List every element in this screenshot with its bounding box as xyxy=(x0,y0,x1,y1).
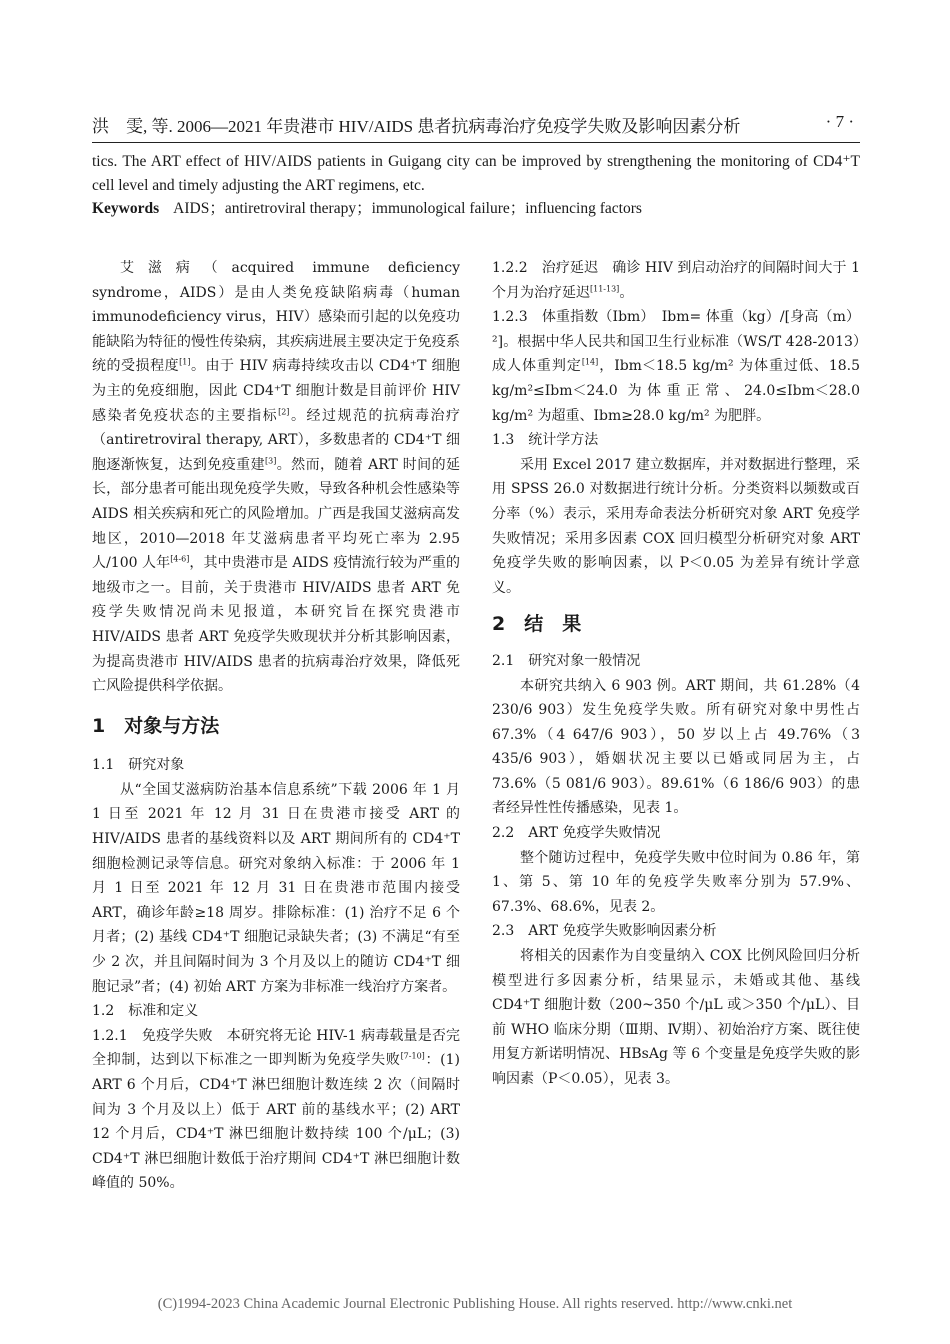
intro-paragraph xyxy=(92,256,460,699)
text-1-2-1-a: 1.2.1 免疫学失败 本研究将无论 HIV-1 病毒载量是否完全抑制，达到以下标准之一即判断为免疫学失败 xyxy=(92,1027,460,1069)
keywords-text: AIDS；antiretroviral therapy；immunological failure；influencing factors xyxy=(173,200,642,217)
text-1-2-2-b: 。 xyxy=(619,284,634,301)
citation: [3] xyxy=(265,456,277,466)
paragraph-statistics: 采用 Excel 2017 建立数据库，并对数据进行整理，采用 SPSS 26.0 对数据进行统计分析。分类资料以频数或百分率（%）表示，采用寿命表法分析研究对象 ART 免疫学失败情况；采用多因素 COX 回归模型分析研究对象 ART 免疫学失败的影响因素，以 P＜0.05 为差异有统计学意义。 xyxy=(492,456,860,596)
paragraph-general: 本研究共纳入 6 903 例。ART 期间，共 61.28%（4 230/6 903）发生免疫学失败。所有研究对象中男性占 67.3%（4 647/6 903），50 岁以上占 49.76%（3 435/6 903），婚姻状况主要以已婚或同居为主，占 73.6%（5 081/6 903）。89.61%（6 186/6 903）的患者经异性性传播感染，见表 1。 xyxy=(492,677,860,817)
section-heading-results: 2 结 果 xyxy=(492,613,582,636)
abstract-tail: tics. The ART effect of HIV/AIDS patients in Guigang city can be improved by strengthening the monitoring of CD4⁺T cell level and timely adjusting the ART regimens, etc. xyxy=(92,153,860,194)
paragraph-factors: 将相关的因素作为自变量纳入 COX 比例风险回归分析模型进行多因素分析，结果显示，未婚或其他、基线 CD4⁺T 细胞计数（200~350 个/μL 或＞350 个/μL）、目前 WHO 临床分期（Ⅲ期、Ⅳ期）、初始治疗方案、既往使用复方新诺明情况、HBsAg 等 6 个变量是免疫学失败的影响因素（P＜0.05），见表 3。 xyxy=(492,948,860,1087)
paragraph-1-2-1 xyxy=(92,1024,460,1196)
citation: [14] xyxy=(581,357,599,367)
text-1-2-3-b: ，Ibm＜18.5 kg/m² 为体重过低、18.5 kg/m²≤Ibm＜24.0 为体重正常、24.0≤Ibm＜28.0 kg/m² 为超重、Ibm≥28.0 kg/m² 为肥胖。 xyxy=(492,358,861,424)
text-1-2-2-a: 1.2.2 治疗延迟 确诊 HIV 到启动治疗的间隔时间大于 1 个月为治疗延迟 xyxy=(492,260,860,301)
text-1-2-1-b: ：(1) ART 6 个月后，CD4⁺T 淋巴细胞计数连续 2 次（间隔时间为 3 个月及以上）低于 ART 前的基线水平；(2) ART 12 个月后，CD4⁺T 淋巴细胞计数持续 100 个/μL；(3) CD4⁺T 淋巴细胞计数低于治疗期间 CD4⁺T 淋巴细胞计数峰值的 50%。 xyxy=(92,1052,460,1192)
header-rule xyxy=(92,142,860,143)
section-heading-methods: 1 对象与方法 xyxy=(92,714,220,737)
copyright-footer: (C)1994-2023 China Academic Journal Electronic Publishing House. All rights reserved. http://www.cnki.net xyxy=(157,1296,793,1312)
running-head-title: 洪 雯, 等. 2006—2021 年贵港市 HIV/AIDS 患者抗病毒治疗免疫学失败及影响因素分析 xyxy=(92,117,741,136)
keywords-line xyxy=(92,197,860,221)
paragraph-failure: 整个随访过程中，免疫学失败中位时间为 0.86 年，第 1、第 5、第 10 年的免疫学失败率分别为 57.9%、67.3%、68.6%，见表 2。 xyxy=(492,849,860,915)
subsection-title-2-3: 2.3 ART 免疫学失败影响因素分析 xyxy=(492,923,717,940)
citation: [7-10] xyxy=(400,1051,425,1061)
text-1-2-3-a: 1.2.3 体重指数（Ibm） Ibm= 体重（kg）/[身高（m）²]。根据中华人民共和国卫生行业标准（WS/T 428-2013）成人体重判定 xyxy=(492,309,860,375)
subsection-title-1-2: 1.2 标准和定义 xyxy=(92,1003,199,1020)
keywords-label: Keywords xyxy=(92,200,160,217)
intro-text-3: 。经过规范的抗病毒治疗（antiretroviral therapy, ART），多数患者的 CD4⁺T 细胞逐渐恢复，达到免疫重建 xyxy=(92,407,461,473)
paragraph-1-2-2 xyxy=(492,256,860,305)
citation: [4-6] xyxy=(170,554,190,564)
citation: [1] xyxy=(179,357,191,367)
paragraph-1-2-3 xyxy=(492,305,860,428)
page-number: · 7 · xyxy=(825,112,854,131)
paragraph-research-subjects: 从“全国艾滋病防治基本信息系统”下载 2006 年 1 月 1 日至 2021 年 12 月 31 日在贵港市接受 ART 的 HIV/AIDS 患者的基线资料以及 ART 期间所有的 CD4⁺T 细胞检测记录等信息。研究对象纳入标准：于 2006 年 1 月 1 日至 2021 年 12 月 31 日在贵港市范围内接受 ART，确诊年龄≥18 周岁。排除标准：(1) 治疗不足 6 个月者；(2) 基线 CD4⁺T 细胞记录缺失者；(3) 不满足“有至少 2 次，并且间隔时间为 3 个月及以上的随访 CD4⁺T 细胞记录”者；(4) 初始 ART 方案为非标准一线治疗方案者。 xyxy=(92,781,460,995)
intro-text-5: ，其中贵港市是 AIDS 疫情流行较为严重的地级市之一。目前，关于贵港市 HIV/AIDS 患者 ART 免疫学失败情况尚未见报道，本研究旨在探究贵港市 HIV/AIDS 患者 ART 免疫学失败现状并分析其影响因素，为提高贵港市 HIV/AIDS 患者的抗病毒治疗效果，降低死亡风险提供科学依据。 xyxy=(92,555,460,695)
abstract-continuation xyxy=(92,150,860,221)
intro-text-2: 。由于 HIV 病毒持续攻击以 CD4⁺T 细胞为主的免疫细胞，因此 CD4⁺T 细胞计数是目前评价 HIV 感染者免疫状态的主要指标 xyxy=(92,358,460,424)
left-column xyxy=(92,256,460,1196)
intro-text-4: 。然而，随着 ART 时间的延长，部分患者可能出现免疫学失败，导致各种机会性感染等 AIDS 相关疾病和死亡的风险增加。广西是我国艾滋病高发地区，2010—2018 年艾滋病患者平均死亡率为 2.95 人/100 人年 xyxy=(92,456,460,572)
subsection-title-1-1: 1.1 研究对象 xyxy=(92,757,185,774)
subsection-title-2-2: 2.2 ART 免疫学失败情况 xyxy=(492,825,661,842)
right-column xyxy=(492,256,860,1092)
subsection-title-1-3: 1.3 统计学方法 xyxy=(492,432,599,449)
citation: [2] xyxy=(278,406,290,416)
citation: [11-13] xyxy=(590,283,620,293)
subsection-title-2-1: 2.1 研究对象一般情况 xyxy=(492,652,641,669)
intro-text-1: 艾滋病（acquired immune deficiency syndrome，AIDS）是由人类免疫缺陷病毒（human immunodeficiency virus，HIV）感染而引起的以免疫功能缺陷为特征的慢性传染病，其疾病进展主要决定于免疫系统的受损程度 xyxy=(92,260,460,375)
running-head xyxy=(92,112,860,138)
